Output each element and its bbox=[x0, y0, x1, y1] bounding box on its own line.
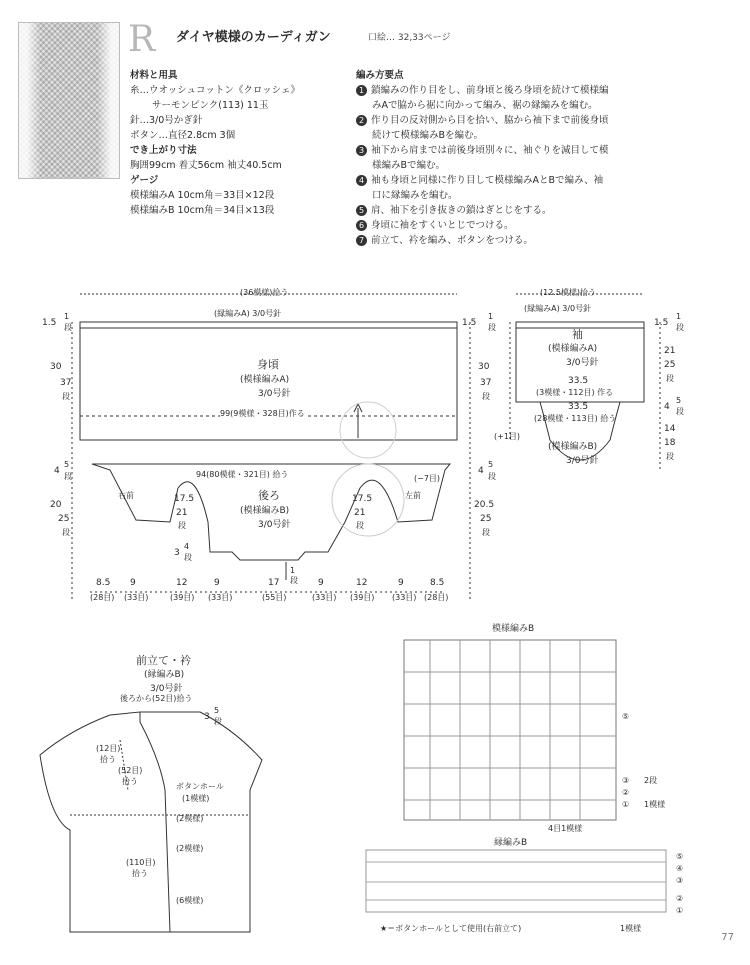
step-number: 1 bbox=[356, 85, 367, 96]
gauge-heading: ゲージ bbox=[130, 175, 159, 186]
sleeve-dim-c: 4 bbox=[664, 402, 670, 412]
sleeve-dim-b3: 段 bbox=[666, 374, 674, 383]
band-bh2: (2模様) bbox=[176, 814, 204, 823]
dim-right-b: 30 bbox=[478, 362, 490, 372]
armhole2-rows: 21 bbox=[354, 508, 366, 518]
bottom-stitches: (28目) bbox=[424, 593, 449, 602]
step-text: 袖下から肩までは前後身頃別々に、袖ぐりを減目して模 bbox=[371, 145, 609, 156]
band-pick-110: (110目) bbox=[126, 858, 156, 867]
dim-left-a3: 段 bbox=[64, 323, 72, 332]
body-edge-label: (縁編みA) 3/0号針 bbox=[214, 309, 282, 318]
armhole1-unit: 段 bbox=[178, 521, 186, 530]
step-number: 5 bbox=[356, 205, 367, 216]
band-buttonhole: ボタンホール bbox=[176, 782, 224, 791]
bottom-cm: 8.5 bbox=[430, 578, 445, 588]
band-rows-c: 段 bbox=[214, 717, 222, 726]
sleeve-dim-b: 21 bbox=[664, 346, 676, 356]
materials-yarn: 糸…ウオッシュコットン《クロッシェ》 bbox=[130, 85, 300, 96]
band-pick-52-b: 拾う bbox=[122, 777, 138, 786]
back-label: 後ろ bbox=[258, 489, 280, 502]
step-number: 2 bbox=[356, 115, 367, 126]
armhole1-rows: 21 bbox=[176, 508, 188, 518]
dim-left-b3: 段 bbox=[62, 392, 70, 401]
armhole1-cm: 17.5 bbox=[174, 494, 195, 504]
dim-left-a2: 1 bbox=[64, 312, 70, 321]
chart-b-row1: ① bbox=[622, 800, 630, 809]
chart-b-repeat: 1模様 bbox=[644, 800, 666, 809]
bottom-stitches: (33目) bbox=[124, 593, 149, 602]
bottom-stitches: (28目) bbox=[90, 593, 115, 602]
step-text: 袖も身頃と同様に作り目して模様編みAとBで編み、袖 bbox=[371, 175, 604, 186]
band-rows-a: 3 bbox=[204, 712, 210, 722]
bottom-stitches: (33目) bbox=[392, 593, 417, 602]
dim-left-d3: 段 bbox=[62, 528, 70, 537]
dim-right-c: 4 bbox=[478, 466, 484, 476]
step-text: 身頃に袖をすくいとじでつける。 bbox=[371, 220, 514, 231]
sleeve-dim-c2: 5 bbox=[676, 396, 682, 405]
bottom-cm: 9 bbox=[318, 578, 324, 588]
step-text: 作り目の反対側から目を拾い、脇から袖下まで前後身頃 bbox=[371, 115, 609, 126]
dim-left-c2: 5 bbox=[64, 460, 70, 469]
band-pattern: (縁編みB) bbox=[144, 670, 185, 680]
band-back-pick: 後ろから(52目)拾う bbox=[120, 694, 193, 703]
materials-button: ボタン…直径2.8cm 3個 bbox=[130, 130, 236, 141]
dim-right-a: 1.5 bbox=[462, 318, 477, 328]
back-needle: 3/0号針 bbox=[258, 520, 291, 530]
edge-b-title: 縁編みB bbox=[494, 838, 528, 848]
size-values: 胸囲99cm 着丈56cm 袖丈40.5cm bbox=[130, 160, 282, 171]
sleeve-pattern: (模様編みA) bbox=[548, 344, 598, 354]
dim-right-d: 20.5 bbox=[474, 500, 495, 510]
sleeve-width-2-detail: (28模様・113目) 拾う bbox=[534, 414, 617, 423]
bottom-cm: 9 bbox=[130, 578, 136, 588]
sleeve-width-2: 33.5 bbox=[568, 402, 589, 412]
edge-b-grid bbox=[366, 850, 666, 912]
edge-b-row2: ② bbox=[676, 894, 684, 903]
band-bh3: (2模様) bbox=[176, 844, 204, 853]
shoulder-unit: 段 bbox=[184, 553, 192, 562]
dim-left-c: 4 bbox=[54, 466, 60, 476]
band-pick-52: (52目) bbox=[118, 766, 143, 775]
edge-b-note: ★＝ボタンホールとして使用(右前立て) bbox=[380, 924, 522, 933]
bottom-stitches: (55目) bbox=[262, 593, 287, 602]
right-front-label: 右前 bbox=[118, 491, 134, 500]
edge-b-row1: ① bbox=[676, 906, 684, 915]
bottom-cm: 17 bbox=[268, 578, 280, 588]
sleeve-dim-d2: 18 bbox=[664, 438, 676, 448]
chart-b-row5: ⑤ bbox=[622, 712, 630, 721]
pattern-letter: R bbox=[128, 19, 156, 60]
band-rows-b: 5 bbox=[214, 706, 220, 715]
dim-left-a: 1.5 bbox=[42, 318, 57, 328]
dim-right-c3: 段 bbox=[488, 472, 496, 481]
step-text: 口に縁編みを編む。 bbox=[372, 190, 458, 201]
materials-needle: 針…3/0号かぎ針 bbox=[130, 115, 203, 126]
sleeve-dim-a: 1.5 bbox=[654, 318, 669, 328]
band-title: 前立て・衿 bbox=[136, 654, 191, 667]
body-name: 身頃 bbox=[257, 358, 279, 371]
bottom-cm: 12 bbox=[356, 578, 368, 588]
sleeve-dim-a2: 1 bbox=[676, 312, 682, 321]
sleeve-dim-c3: 段 bbox=[676, 407, 684, 416]
sleeve-dim-d3: 段 bbox=[666, 452, 674, 461]
body-start-chain: 99(9模様・328目)作る bbox=[220, 409, 305, 418]
back-pattern: (模様編みB) bbox=[240, 506, 290, 516]
dim-left-b: 30 bbox=[50, 362, 62, 372]
instructions-heading: 編み方要点 bbox=[356, 70, 404, 81]
step-text: 前立て、衿を編み、ボタンをつける。 bbox=[371, 235, 533, 246]
step-text: 続けて模様編みBを編む。 bbox=[372, 130, 484, 141]
dim-left-d2: 25 bbox=[58, 514, 70, 524]
sleeve-dim-b2: 25 bbox=[664, 360, 676, 370]
band-pick-110-b: 拾う bbox=[132, 869, 148, 878]
page-reference: 口絵… 32,33ページ bbox=[368, 33, 451, 43]
band-pick-12-b: 拾う bbox=[100, 755, 116, 764]
dim-right-b3: 段 bbox=[482, 392, 490, 401]
sleeve-lower-needle: 3/0号針 bbox=[566, 456, 599, 466]
body-top-pick: (36模様)拾う bbox=[240, 288, 289, 297]
armhole2-unit: 段 bbox=[356, 521, 364, 530]
armhole2-cm: 17.5 bbox=[352, 494, 373, 504]
dim-right-a3: 段 bbox=[488, 323, 496, 332]
sleeve-dim-d: 14 bbox=[664, 424, 676, 434]
neck-unit: 段 bbox=[290, 576, 298, 585]
step-number: 7 bbox=[356, 235, 367, 246]
sleeve-top-pick: (12.5模様)拾う bbox=[540, 288, 597, 297]
sleeve-width-1-detail: (3模様・112目) 作る bbox=[536, 388, 614, 397]
dim-left-d: 20 bbox=[50, 500, 62, 510]
chart-b-footer: 4目1模様 bbox=[548, 824, 583, 833]
step-text: みAで脇から裾に向かって編み、裾の縁編みを編む。 bbox=[372, 100, 598, 111]
sleeve-lower-pattern: (模様編みB) bbox=[548, 442, 598, 452]
edge-b-repeat: 1模様 bbox=[620, 924, 642, 933]
sleeve-edge-label: (縁編みA) 3/0号針 bbox=[524, 304, 592, 313]
band-pick-12: (12目) bbox=[96, 744, 121, 753]
bottom-cm: 9 bbox=[214, 578, 220, 588]
body-pattern: (模様編みA) bbox=[240, 375, 290, 385]
body-needle: 3/0号針 bbox=[258, 389, 291, 399]
bottom-cm: 12 bbox=[176, 578, 188, 588]
left-front-label: 左前 bbox=[405, 491, 421, 500]
edge-b-row4: ④ bbox=[676, 864, 684, 873]
gauge-a: 模様編みA 10cm角＝33目×12段 bbox=[130, 190, 275, 201]
chart-b-grid bbox=[404, 640, 616, 820]
bottom-stitches: (39目) bbox=[170, 593, 195, 602]
step-number: 6 bbox=[356, 220, 367, 231]
materials-yarn-color: サーモンピンク(113) 11玉 bbox=[152, 100, 269, 111]
sleeve-increase: (+1目) bbox=[494, 432, 521, 441]
size-heading: でき上がり寸法 bbox=[130, 145, 197, 156]
shoulder-rows: 4 bbox=[184, 542, 190, 551]
materials-heading: 材料と用具 bbox=[130, 70, 178, 81]
step-text: 様編みBで編む。 bbox=[372, 160, 446, 171]
chart-b-row2: ② bbox=[622, 788, 630, 797]
chart-b-repeat-rows: 2段 bbox=[644, 776, 658, 785]
page-number: 77 bbox=[721, 932, 734, 943]
step-number: 3 bbox=[356, 145, 367, 156]
body-decrease: (−7目) bbox=[414, 474, 441, 483]
sleeve-width-1: 33.5 bbox=[568, 376, 589, 386]
bottom-stitches: (33目) bbox=[208, 593, 233, 602]
body-pick-94: 94(80模様・321目) 拾う bbox=[196, 470, 289, 479]
step-text: 肩、袖下を引き抜きの鎖はぎとじをする。 bbox=[371, 205, 552, 216]
edge-b-row5: ⑤ bbox=[676, 852, 684, 861]
dim-right-d3: 段 bbox=[482, 528, 490, 537]
dim-left-b2: 37 bbox=[60, 378, 72, 388]
bottom-stitches: (39目) bbox=[350, 593, 375, 602]
step-number: 4 bbox=[356, 175, 367, 186]
band-bh1: (1模様) bbox=[182, 794, 210, 803]
band-needle: 3/0号針 bbox=[150, 684, 183, 694]
page-title: ダイヤ模様のカーディガン bbox=[176, 30, 331, 45]
gauge-b: 模様編みB 10cm角＝34目×13段 bbox=[130, 205, 275, 216]
chart-b-title: 模様編みB bbox=[492, 624, 535, 634]
sleeve-needle: 3/0号針 bbox=[566, 358, 599, 368]
sleeve-dim-a3: 段 bbox=[676, 323, 684, 332]
shoulder-cm: 3 bbox=[174, 548, 180, 558]
bottom-cm: 8.5 bbox=[96, 578, 111, 588]
neck-cm: 1 bbox=[290, 566, 296, 575]
chart-b-row3: ③ bbox=[622, 776, 630, 785]
edge-b-row3: ③ bbox=[676, 876, 684, 885]
bottom-cm: 9 bbox=[398, 578, 404, 588]
sleeve-name: 袖 bbox=[572, 328, 583, 341]
dim-right-a2: 1 bbox=[488, 312, 494, 321]
dim-right-c2: 5 bbox=[488, 460, 494, 469]
step-text: 鎖編みの作り目をし、前身頃と後ろ身頃を続けて模様編 bbox=[371, 85, 609, 96]
dim-right-d2: 25 bbox=[480, 514, 492, 524]
bottom-stitches: (33目) bbox=[312, 593, 337, 602]
dim-right-b2: 37 bbox=[480, 378, 492, 388]
band-bh6: (6模様) bbox=[176, 896, 204, 905]
dim-left-c3: 段 bbox=[64, 472, 72, 481]
